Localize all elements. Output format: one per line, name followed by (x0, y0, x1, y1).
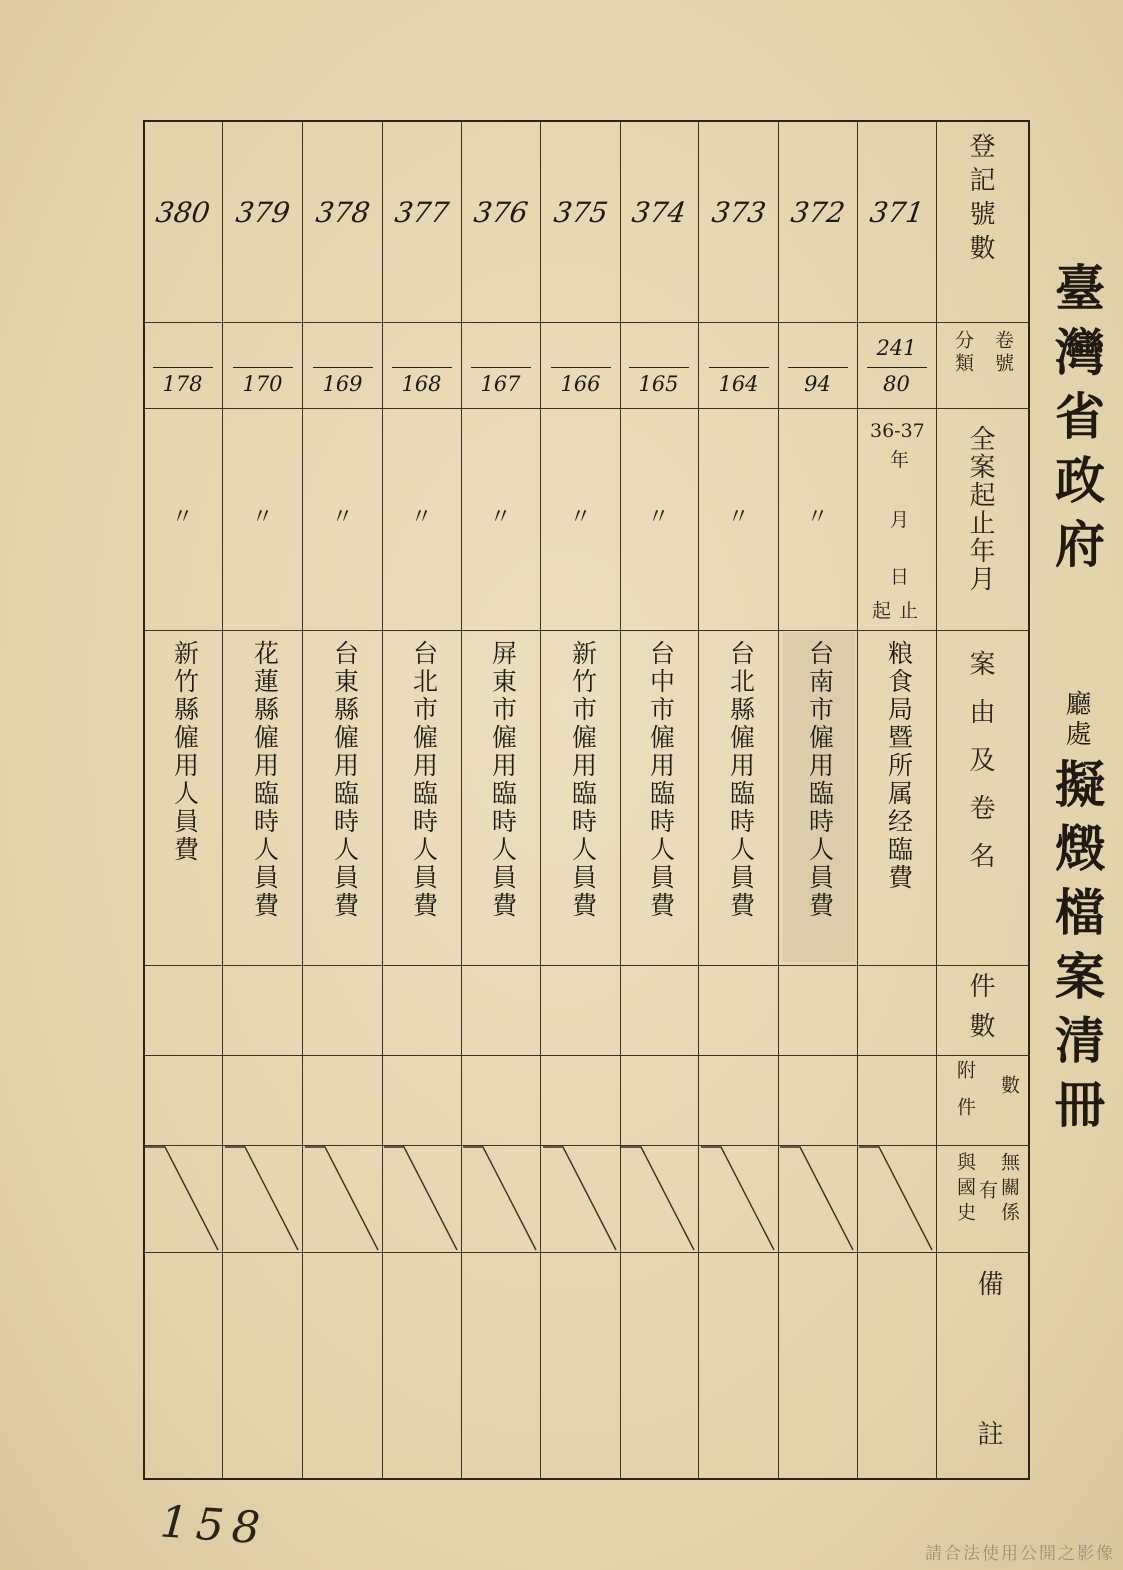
registration-number: 372 (788, 196, 847, 229)
header-count: 件數 (965, 972, 995, 1052)
case-subject: 台北縣僱用臨時人員費 (726, 640, 756, 920)
case-subject: 花蓮縣僱用臨時人員費 (250, 640, 280, 920)
not-related-diagonal (780, 1147, 853, 1250)
case-subject: 台南市僱用臨時人員費 (805, 640, 835, 920)
case-subject: 粮食局暨所属经臨費 (884, 640, 914, 892)
ditto-mark: 〃 (647, 505, 670, 530)
header-history-has: 有 (976, 1180, 998, 1203)
registration-number: 371 (867, 196, 926, 229)
ditto-mark: 〃 (489, 505, 512, 530)
ditto-mark: 〃 (171, 505, 194, 530)
ditto-mark: 〃 (806, 505, 829, 530)
title-office: 廳處 (1061, 690, 1091, 750)
header-remark-2: 註 (973, 1420, 1003, 1454)
period-day-label: 日 (890, 566, 910, 588)
ditto-mark: 〃 (410, 505, 433, 530)
not-related-diagonal (701, 1147, 774, 1250)
period-start-end: 起止 (872, 600, 927, 622)
header-attachment: 附件 (954, 1060, 976, 1134)
classification-number: 165 (638, 372, 679, 396)
classification-number: 80 (883, 372, 910, 396)
classification-number: 169 (322, 372, 363, 396)
ditto-mark: 〃 (251, 505, 274, 530)
header-history-none: 無關係 (998, 1152, 1020, 1227)
header-subject: 案由及卷名 (965, 650, 995, 890)
classification-number: 168 (401, 372, 442, 396)
watermark-notice: 請合法使用公開之影像 (925, 1544, 1115, 1564)
classification-number: 167 (480, 372, 521, 396)
period-years: 36-37 (870, 420, 925, 442)
case-subject: 屏東市僱用臨時人員費 (488, 640, 518, 920)
classification-number: 166 (560, 372, 601, 396)
case-subject: 新竹市僱用臨時人員費 (568, 640, 598, 920)
not-related-diagonal (225, 1147, 298, 1250)
case-subject: 台北市僱用臨時人員費 (409, 640, 439, 920)
case-subject: 台東縣僱用臨時人員費 (330, 640, 360, 920)
header-remark: 備 (973, 1270, 1003, 1304)
classification-number: 178 (162, 372, 203, 396)
not-related-diagonal (384, 1147, 457, 1250)
registration-number: 373 (709, 196, 768, 229)
header-history-relation: 與國史 (954, 1152, 976, 1227)
ditto-mark: 〃 (727, 505, 750, 530)
ditto-mark: 〃 (569, 505, 592, 530)
classification-number: 164 (718, 372, 759, 396)
registration-number: 378 (313, 196, 372, 229)
volume-number: 241 (876, 336, 917, 360)
classification-number: 94 (804, 372, 831, 396)
page-number: 158 (158, 1496, 270, 1555)
header-registration-number: 登記號數 (965, 132, 995, 268)
not-related-diagonal (859, 1147, 932, 1250)
not-related-diagonal (145, 1147, 218, 1250)
header-volume-number: 卷號 (992, 330, 1014, 376)
registration-number: 379 (233, 196, 292, 229)
document-subtitle: 擬燬檔案清冊 (1047, 758, 1106, 1142)
not-related-diagonal (621, 1147, 694, 1250)
registration-number: 375 (551, 196, 610, 229)
registration-number: 380 (153, 196, 212, 229)
registration-number: 374 (629, 196, 688, 229)
not-related-diagonal (305, 1147, 378, 1250)
registration-number: 377 (392, 196, 451, 229)
document-title: 臺灣省政府 (1047, 262, 1106, 582)
classification-number: 170 (242, 372, 283, 396)
period-year-label: 年 (890, 449, 910, 471)
period-month-label: 月 (890, 509, 910, 531)
case-subject: 新竹縣僱用人員費 (170, 640, 200, 864)
registration-number: 376 (471, 196, 530, 229)
header-attachment-count: 數 (998, 1075, 1020, 1098)
not-related-diagonal (543, 1147, 616, 1250)
ditto-mark: 〃 (331, 505, 354, 530)
header-period: 全案起止年月 (965, 425, 995, 593)
header-classification: 分類 (952, 330, 974, 376)
not-related-diagonal (463, 1147, 536, 1250)
case-subject: 台中市僱用臨時人員費 (646, 640, 676, 920)
